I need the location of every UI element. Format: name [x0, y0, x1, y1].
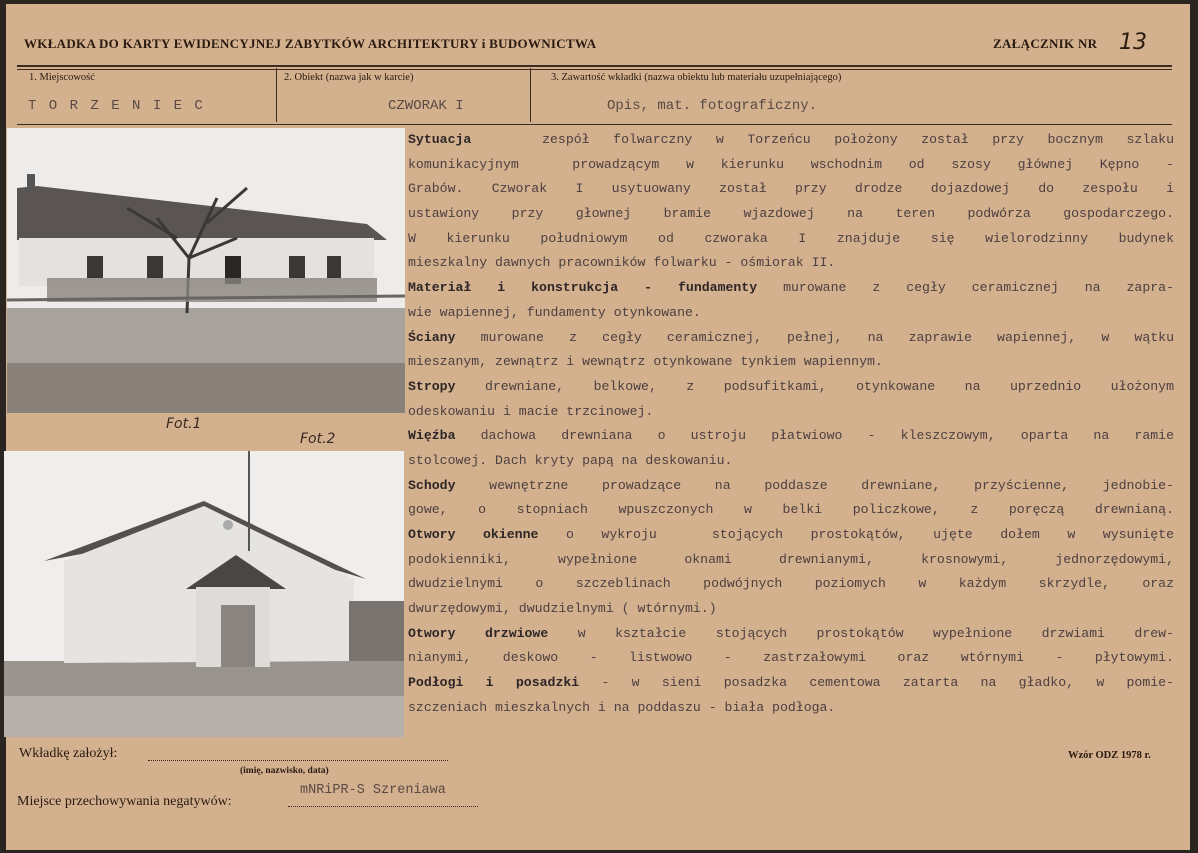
section-text: mieszkalny dawnych pracowników folwarku - ośmiorak II. — [408, 255, 836, 271]
description-line — [408, 424, 1174, 449]
negatives-label: Miejsce przechowywania negatywów: — [17, 794, 232, 809]
negatives-line — [288, 806, 478, 807]
object-value: CZWORAK I — [388, 98, 464, 114]
author-caption: (imię, nazwisko, data) — [240, 766, 329, 776]
section-text: mieszanym, zewnątrz i wewnątrz otynkowane tynkiem wapiennym. — [408, 354, 883, 370]
description-line — [408, 350, 1174, 375]
description-line — [408, 523, 1174, 548]
content-label: 3. Zawartość wkładki (nazwa obiektu lub materiału uzupełniającego) — [551, 72, 842, 83]
description-line — [408, 326, 1174, 351]
section-text: drewniane, belkowe, z podsufitkami, otynkowane na uprzednio ułożonym — [455, 378, 1174, 394]
section-text: zespół folwarczny w Torzeńcu położony został przy bocznym szlaku — [471, 132, 1174, 147]
section-heading: Podłogi i posadzki — [408, 675, 580, 691]
section-heading: Więźba — [408, 428, 456, 444]
negatives-value: mNRiPR-S Szreniawa — [300, 783, 446, 798]
description-line — [408, 177, 1174, 202]
author-label: Wkładkę założył: — [19, 746, 118, 761]
card-title: WKŁADKA DO KARTY EWIDENCYJNEJ ZABYTKÓW ARCHITEKTURY i BUDOWNICTWA — [24, 36, 597, 51]
section-text: gowe, o stopniach wpuszczonych w belki policzkowe, z poręczą drewnianą. — [408, 502, 1174, 518]
content-value: Opis, mat. fotograficzny. — [607, 98, 818, 114]
annex-label: ZAŁĄCZNIK NR — [993, 36, 1098, 51]
description-line — [408, 227, 1174, 252]
section-text: podokienniki, wypełnione oknami drewnianymi, krosnowymi, jednorzędowymi, — [408, 551, 1174, 567]
section-text: wie wapiennej, fundamenty otynkowane. — [408, 304, 701, 320]
description-line — [408, 276, 1174, 301]
description-line — [408, 671, 1174, 696]
header-rule — [17, 65, 1172, 67]
section-text: W kierunku południowym od czworaka I znajduje się wielorodzinny budynek — [408, 230, 1174, 246]
section-text: stolcowej. Dach kryty papą na deskowaniu. — [408, 452, 733, 468]
description-text — [408, 128, 1174, 721]
section-heading: Materiał i konstrukcja - fundamenty — [408, 280, 758, 296]
section-text: nianymi, deskowo - listwowo - zastrzałowymi oraz wtórnymi - płytowymi. — [408, 650, 1174, 666]
section-text: dwudzielnymi o szczeblinach podwójnych poziomych w każdym skrzydle, oraz — [408, 576, 1174, 592]
photo1-label: Fot.1 — [166, 416, 202, 432]
description-line — [408, 153, 1174, 178]
section-text: ustawiony przy głownej bramie wjazdowej na teren podwórza gospodarczego. — [408, 206, 1174, 222]
field-divider — [530, 68, 531, 122]
section-text: o wykroju stojących prostokątów, ujęte dołem w wysunięte — [538, 527, 1174, 542]
description-line — [408, 449, 1174, 474]
description-line — [408, 646, 1174, 671]
section-heading: Schody — [408, 477, 456, 493]
locality-label: 1. Miejscowość — [29, 72, 95, 83]
field-divider — [276, 68, 277, 122]
description-line — [408, 474, 1174, 499]
section-text: w kształcie stojących prostokątów wypełnione drzwiami drew- — [548, 625, 1174, 641]
section-text: szczeniach mieszkalnych i na poddaszu - biała podłoga. — [408, 699, 836, 715]
section-text: - w sieni posadzka cementowa zatarta na gładko, w pomie- — [579, 675, 1174, 691]
photo2-label: Fot.2 — [300, 431, 336, 447]
locality-value: T O R Z E N I E C — [28, 98, 205, 114]
section-heading: Otwory okienne — [408, 527, 539, 542]
section-heading: Ściany — [408, 329, 456, 345]
description-line — [408, 572, 1174, 597]
form-code: Wzór ODZ 1978 r. — [1068, 750, 1151, 761]
description-line — [408, 696, 1174, 721]
section-heading: Stropy — [408, 378, 456, 394]
section-text: murowane z cegły ceramicznej na zapra- — [757, 280, 1174, 296]
section-heading: Otwory drzwiowe — [408, 625, 549, 641]
description-line — [408, 375, 1174, 400]
description-line — [408, 251, 1174, 276]
section-text: komunikacyjnym prowadzącym w kierunku wschodnim od szosy głównej Kępno - — [408, 156, 1174, 172]
description-line — [408, 202, 1174, 227]
description-line — [408, 548, 1174, 573]
section-text: dwurzędowymi, dwudzielnymi ( wtórnymi.) — [408, 601, 717, 617]
annex-number: 13 — [1119, 30, 1147, 55]
photo-czworak-front — [7, 128, 405, 413]
section-text: Grabów. Czworak I usytuowany został przy drodze dojazdowej do zespołu i — [408, 181, 1174, 197]
photo-czworak-gable — [4, 451, 404, 737]
description-line — [408, 400, 1174, 425]
description-line — [408, 597, 1174, 622]
description-line — [408, 128, 1174, 153]
fields-rule — [17, 124, 1172, 125]
author-line — [148, 760, 448, 761]
section-heading: Sytuacja — [408, 132, 472, 147]
section-text: odeskowaniu i macie trzcinowej. — [408, 403, 654, 419]
section-text: dachowa drewniana o ustroju płatwiowo - kleszczowym, oparta na ramie — [455, 428, 1174, 444]
description-line — [408, 301, 1174, 326]
object-label: 2. Obiekt (nazwa jak w karcie) — [284, 72, 414, 83]
section-text: wewnętrzne prowadzące na poddasze drewniane, przyścienne, jednobie- — [455, 477, 1174, 493]
description-line — [408, 498, 1174, 523]
section-text: murowane z cegły ceramicznej, pełnej, na zaprawie wapiennej, w wątku — [455, 329, 1174, 345]
header-rule-thin — [17, 69, 1172, 70]
description-line — [408, 622, 1174, 647]
